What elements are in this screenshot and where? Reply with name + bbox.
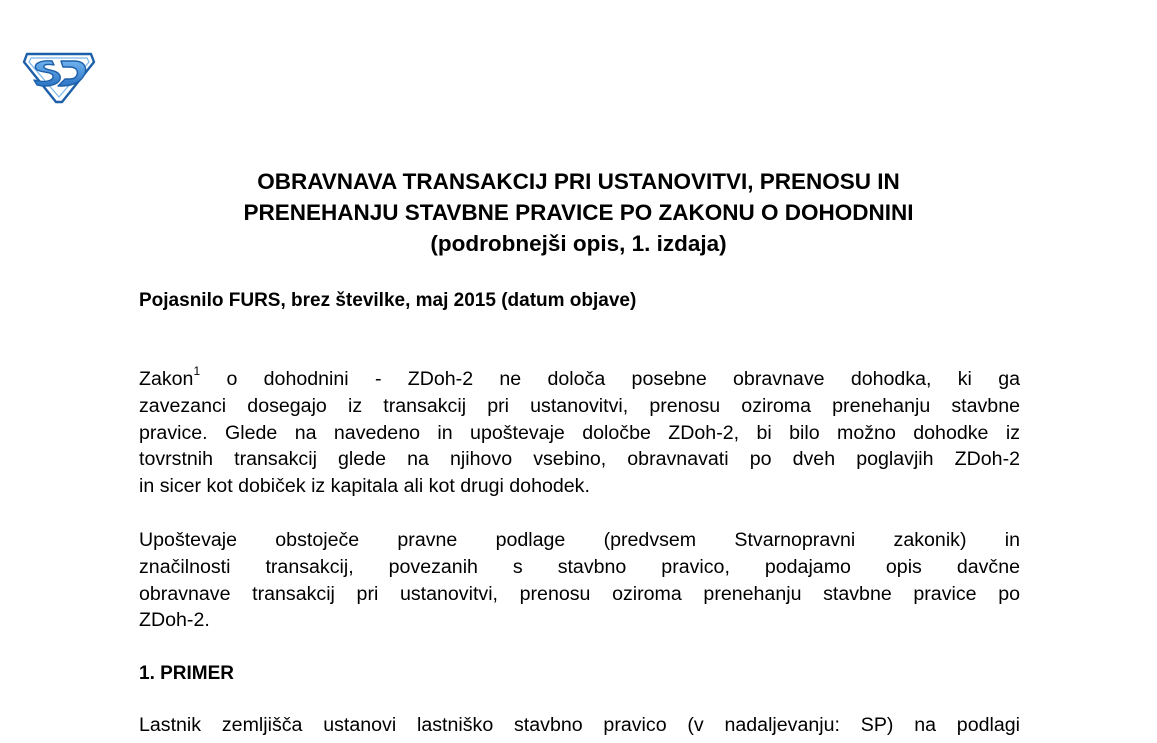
paragraph-primer [139, 712, 1020, 739]
paragraph-intro [139, 366, 1020, 500]
footnote-reference[interactable]: 1 [193, 364, 201, 378]
paragraph-line: Lastnik zemljišča ustanovi lastniško stavbno pravico (v nadaljevanju: SP) na podlagi [139, 714, 1020, 736]
paragraph-line: in sicer kot dobiček iz kapitala ali kot drugi dohodek. [139, 475, 590, 498]
paragraph-line: značilnosti transakcij, povezanih s stavbno pravico, podajamo opis davčne [139, 555, 1020, 578]
paragraph-first-word: Zakon [139, 368, 194, 390]
paragraph-line [139, 366, 1020, 393]
title-line-2: PRENEHANJU STAVBNE PRAVICE PO ZAKONU O DOHODNINI [243, 200, 914, 225]
paragraph-line: tovrstnih transakcij glede na njihovo vsebino, obravnavati po dveh poglavjih ZDoh-2 [139, 448, 1020, 471]
document-title [0, 166, 1157, 259]
sd-shield-logo-icon [22, 48, 96, 104]
paragraph-line: ZDoh-2. [139, 609, 210, 632]
paragraph-line-text: o dohodnini - ZDoh-2 ne določa posebne obravnave dohodka, ki ga [200, 368, 1020, 390]
title-line-1: OBRAVNAVA TRANSAKCIJ PRI USTANOVITVI, PRENOSU IN [257, 169, 900, 194]
title-line-3: (podrobnejši opis, 1. izdaja) [430, 231, 727, 256]
paragraph-scope [139, 527, 1020, 634]
paragraph-line: Upoštevaje obstoječe pravne podlage (predvsem Stvarnopravni zakonik) in [139, 529, 1020, 551]
section-heading-primer: 1. PRIMER [139, 663, 235, 684]
paragraph-line: zavezanci dosegajo iz transakcij pri ustanovitvi, prenosu oziroma prenehanju stavbne [139, 394, 1020, 417]
paragraph-line: pravice. Glede na navedeno in upoštevaje določbe ZDoh-2, bi bilo možno dohodke iz [139, 421, 1020, 444]
document-subtitle: Pojasnilo FURS, brez številke, maj 2015 (datum objave) [139, 290, 637, 311]
paragraph-line: obravnave transakcij pri ustanovitvi, prenosu oziroma prenehanju stavbne pravice po [139, 582, 1020, 605]
